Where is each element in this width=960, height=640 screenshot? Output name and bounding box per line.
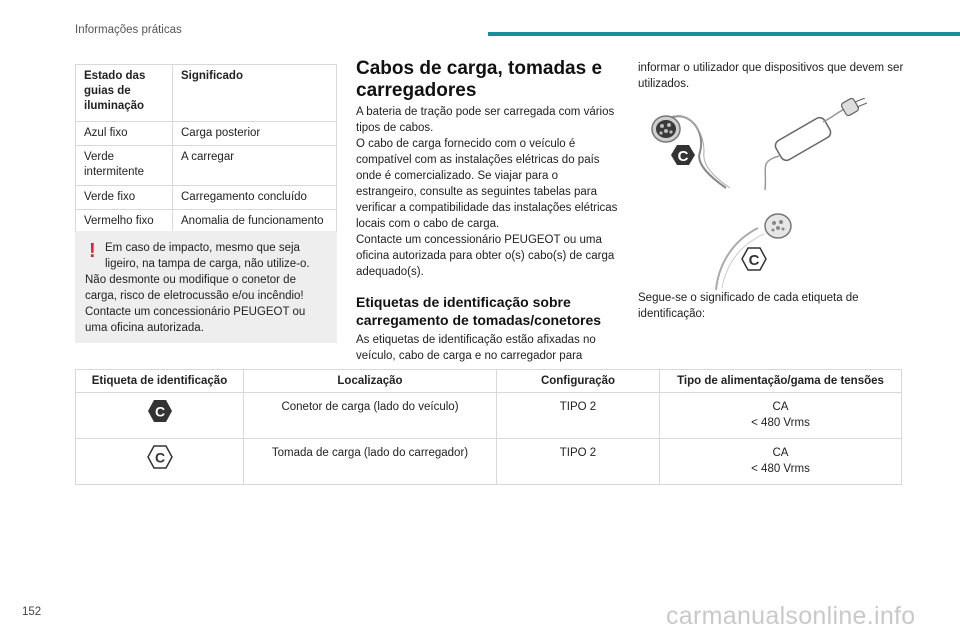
table-cell: Carga posterior xyxy=(173,122,337,146)
identification-table xyxy=(75,369,902,485)
voltage-range: < 480 Vrms xyxy=(751,417,810,429)
section-title: Cabos de carga, tomadas e carregadores xyxy=(356,58,603,101)
table-header-row xyxy=(76,370,902,393)
vehicle-connector-illustration xyxy=(640,100,745,190)
table-row xyxy=(76,186,337,210)
badge-letter: C xyxy=(748,252,760,269)
page-number: 152 xyxy=(22,606,42,618)
paragraph: Contacte um concessionário PEUGEOT ou uma oficina autorizada para obter o(s) cabo(s) de carga adequado(s). xyxy=(356,234,615,278)
status-table xyxy=(75,64,337,234)
table-cell: Tomada de carga (lado do carregador) xyxy=(244,439,497,485)
paragraph: As etiquetas de identificação estão afixadas no veículo, cabo de carga e no carregador para xyxy=(356,334,596,362)
voltage-range: < 480 Vrms xyxy=(751,463,810,475)
table-row xyxy=(76,393,902,439)
warning-box xyxy=(75,231,337,343)
table-cell: A carregar xyxy=(173,146,337,186)
column-header: Etiqueta de identificação xyxy=(76,370,244,393)
warning-text: Contacte um concessionário PEUGEOT ou uma oficina autorizada. xyxy=(85,306,306,334)
subsection-title: Etiquetas de identificação sobre carregamento de tomadas/conetores xyxy=(356,294,602,328)
supply-type: CA xyxy=(772,401,789,413)
warning-text: Em caso de impacto, mesmo que seja ligeiro, na tampa de carga, não utilize-o. xyxy=(105,242,310,270)
table-row xyxy=(76,210,337,234)
paragraph: O cabo de carga fornecido com o veículo é compatível com as instalações elétricas do país onde é comercializado. Se viajar para o estrangeiro, consulte as seguintes tabelas para verificar a compatibilidade das instalações elétricas locais com o cabo de carga. xyxy=(356,138,618,230)
column-header: Localização xyxy=(244,370,497,393)
outlined-c-badge-icon xyxy=(147,445,173,469)
table-cell: Carregamento concluído xyxy=(173,186,337,210)
header-accent-bar xyxy=(488,32,960,36)
badge-letter: C xyxy=(677,148,689,165)
table-cell xyxy=(76,393,244,439)
table-cell: Verde fixo xyxy=(76,186,173,210)
paragraph: A bateria de tração pode ser carregada com vários tipos de cabos. xyxy=(356,106,615,134)
section-body xyxy=(356,104,618,280)
charging-cable-illustration xyxy=(755,98,870,190)
badge-letter: C xyxy=(154,403,165,420)
charger-socket-illustration xyxy=(702,208,807,290)
paragraph: informar o utilizador que dispositivos que devem ser utilizados. xyxy=(638,62,904,90)
table-row xyxy=(76,122,337,146)
column-header: Significado xyxy=(173,65,337,122)
table-cell: Anomalia de funcionamento xyxy=(173,210,337,234)
table-cell xyxy=(76,439,244,485)
table-cell: TIPO 2 xyxy=(497,393,660,439)
column-header: Estado das guias de iluminação xyxy=(76,65,173,122)
table-cell xyxy=(660,439,902,485)
table-cell: Conetor de carga (lado do veículo) xyxy=(244,393,497,439)
table-cell xyxy=(660,393,902,439)
table-cell: Vermelho fixo xyxy=(76,210,173,234)
table-cell: Azul fixo xyxy=(76,122,173,146)
table-header-row xyxy=(76,65,337,122)
watermark: carmanualsonline.info xyxy=(666,602,916,630)
column-header: Configuração xyxy=(497,370,660,393)
supply-type: CA xyxy=(772,447,789,459)
paragraph: Segue-se o significado de cada etiqueta de identificação: xyxy=(638,292,859,320)
table-cell: TIPO 2 xyxy=(497,439,660,485)
header-title: Informações práticas xyxy=(75,24,182,36)
exclamation-icon: ! xyxy=(89,240,96,262)
table-row xyxy=(76,439,902,485)
table-cell: Verde intermitente xyxy=(76,146,173,186)
column-header: Tipo de alimentação/gama de tensões xyxy=(660,370,902,393)
badge-letter: C xyxy=(154,449,165,466)
filled-c-badge-icon xyxy=(147,399,173,423)
table-row xyxy=(76,146,337,186)
warning-text: Não desmonte ou modifique o conetor de carga, risco de eletrocussão e/ou incêndio! xyxy=(85,274,304,302)
